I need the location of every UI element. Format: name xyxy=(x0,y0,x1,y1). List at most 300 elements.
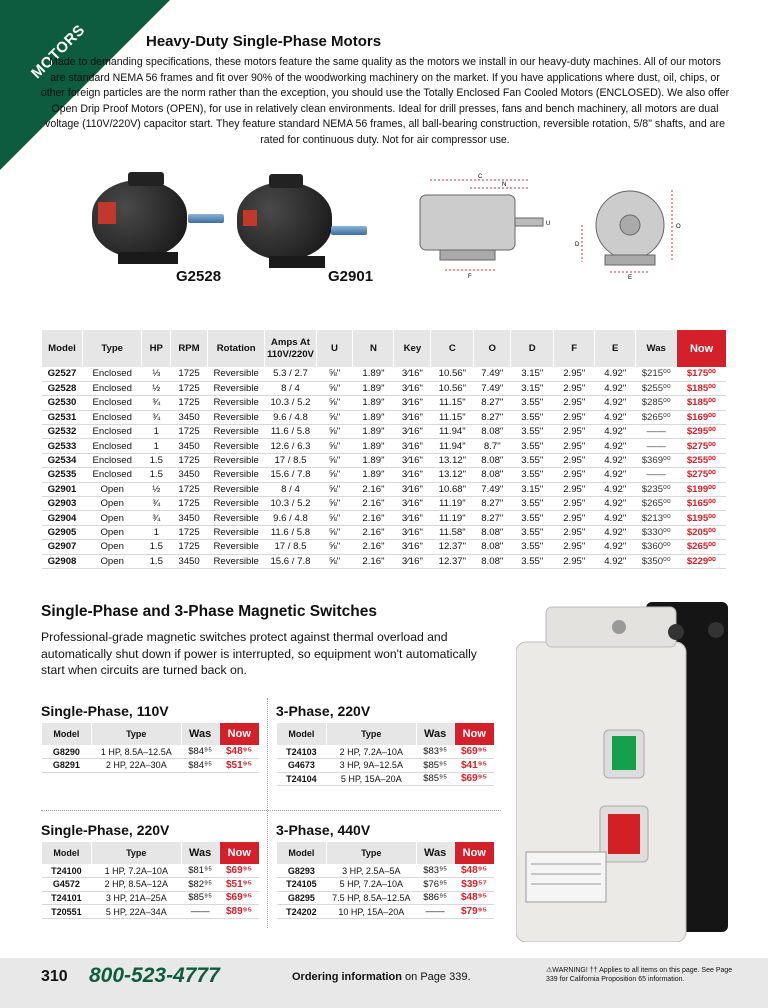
motor-table-cell: 1.89" xyxy=(353,381,394,395)
switch-table-cell: 5 HP, 22A–34A xyxy=(91,905,181,919)
switch-table-cell: $48⁹⁵ xyxy=(454,864,494,878)
motor-table-cell: 2.16" xyxy=(353,540,394,554)
motor-table-cell: 11.6 / 5.8 xyxy=(265,525,316,539)
motor-table-cell: $285⁰⁰ xyxy=(636,396,677,410)
motor-table-cell: Open xyxy=(82,482,141,496)
switch-table-row xyxy=(277,745,495,759)
switches-text: Professional-grade magnetic switches protect against thermal overload and automatically shut down if power is interrupted, so equipment won't automatically start when circuits are turned back on. xyxy=(41,630,477,678)
switch-table-cell: —— xyxy=(416,905,454,919)
switch-table-row xyxy=(42,891,260,905)
motor-table-header: Type xyxy=(82,330,141,367)
motor-table-cell: 3.55" xyxy=(511,511,554,525)
motor-table-cell: $275⁰⁰ xyxy=(677,468,726,482)
motor-table-cell: 11.94" xyxy=(431,439,474,453)
switch-table-header: Model xyxy=(42,723,92,745)
motor-table-cell: 2.95" xyxy=(554,525,595,539)
motor-table-cell: 2.16" xyxy=(353,511,394,525)
motor-table-cell: —— xyxy=(636,468,677,482)
switch-table-header: Type xyxy=(91,723,181,745)
switch-table-cell: 5 HP, 15A–20A xyxy=(326,772,416,786)
motor-table-cell: 3⁄16" xyxy=(394,482,431,496)
sp110-title: Single-Phase, 110V xyxy=(41,703,169,719)
motor-table-cell: $265⁰⁰ xyxy=(677,540,726,554)
motor-table-cell: 3.55" xyxy=(511,439,554,453)
motor-table-cell: Open xyxy=(82,497,141,511)
motor-table-cell: 2.95" xyxy=(554,453,595,467)
switch-table-header: Was xyxy=(416,842,454,864)
motor-table-cell: 3⁄16" xyxy=(394,396,431,410)
motor-table-cell: —— xyxy=(636,439,677,453)
diagram-label-o: O xyxy=(676,224,681,230)
switch-table-cell: $85⁹⁵ xyxy=(181,891,219,905)
switch-table-cell: $48⁹⁵ xyxy=(219,745,259,759)
switch-table-header: Was xyxy=(416,723,454,745)
motor-table-cell: Reversible xyxy=(207,554,264,568)
switches-title: Single-Phase and 3-Phase Magnetic Switches xyxy=(41,603,377,620)
motor-table-cell: 2.95" xyxy=(554,439,595,453)
motor-table-cell: $330⁰⁰ xyxy=(636,525,677,539)
motor-table-cell: G2903 xyxy=(42,497,83,511)
motor-table-cell: 3⁄16" xyxy=(394,439,431,453)
diagram-label-n: N xyxy=(502,182,507,188)
motor-table-cell: 8.27" xyxy=(474,410,511,424)
motor-table-cell: ¾ xyxy=(142,410,171,424)
motor-table-cell: 7.49" xyxy=(474,367,511,381)
ordering-info xyxy=(292,971,471,983)
motor-table-header: HP xyxy=(142,330,171,367)
motor-table-cell: 3⁄16" xyxy=(394,497,431,511)
switch-table-cell: $79⁹⁵ xyxy=(454,905,494,919)
motor-table-cell: 8.08" xyxy=(474,468,511,482)
motor-table-cell: 4.92" xyxy=(595,497,636,511)
motor-table-cell: G2908 xyxy=(42,554,83,568)
motor-table-row xyxy=(42,540,727,554)
motor-table-cell: 1725 xyxy=(171,540,208,554)
motor-table-cell: 3.55" xyxy=(511,453,554,467)
switch-table-cell: $84⁹⁵ xyxy=(181,745,219,759)
warning-note xyxy=(546,966,741,984)
switch-table-cell: $86⁹⁵ xyxy=(416,891,454,905)
motor-table-cell: G2527 xyxy=(42,367,83,381)
motor-table-cell: 4.92" xyxy=(595,367,636,381)
motor-table-cell: 2.95" xyxy=(554,511,595,525)
motor-table-cell: 4.92" xyxy=(595,410,636,424)
motor-table-cell: 4.92" xyxy=(595,453,636,467)
motor-table-cell: Enclosed xyxy=(82,468,141,482)
motor-table-cell: 7.49" xyxy=(474,482,511,496)
switch-table-header: Was xyxy=(181,723,219,745)
switch-table-cell: G4673 xyxy=(277,759,327,773)
switch-table-row xyxy=(42,745,260,759)
switch-table-cell: $82⁹⁵ xyxy=(181,878,219,892)
motor-table-row xyxy=(42,554,727,568)
switch-table-header: Now xyxy=(454,723,494,745)
motor-table-header: N xyxy=(353,330,394,367)
magnetic-switch-image xyxy=(516,602,728,942)
motor-table-cell: 11.94" xyxy=(431,425,474,439)
motor-table-row xyxy=(42,425,727,439)
switch-table-cell: $84⁹⁵ xyxy=(181,759,219,773)
switch-divider-horizontal xyxy=(41,810,501,811)
warning-text: WARNING! †† Applies to all items on this page. See Page 339 for California Proposition 65 information. xyxy=(546,967,733,983)
motor-table-cell: 1.89" xyxy=(353,396,394,410)
switch-table-cell: $69⁹⁵ xyxy=(219,864,259,878)
switch-table-cell: G4572 xyxy=(42,878,92,892)
motor-table-cell: Enclosed xyxy=(82,439,141,453)
motor-table-cell: G2534 xyxy=(42,453,83,467)
motor-table-cell: 4.92" xyxy=(595,439,636,453)
motor-table-cell: G2907 xyxy=(42,540,83,554)
switch-table-row xyxy=(42,759,260,773)
motor-table-cell: Open xyxy=(82,540,141,554)
switch-table-cell: 3 HP, 21A–25A xyxy=(91,891,181,905)
motor-table-cell: ⅝" xyxy=(316,439,353,453)
switch-table-cell: $81⁹⁵ xyxy=(181,864,219,878)
switch-table-cell: $69⁹⁵ xyxy=(219,891,259,905)
motor-table-cell: 1.5 xyxy=(142,453,171,467)
motor-table-cell: Reversible xyxy=(207,497,264,511)
switch-table-cell: 3 HP, 9A–12.5A xyxy=(326,759,416,773)
motor-table-cell: 15.6 / 7.8 xyxy=(265,554,316,568)
motor-table-cell: 10.56" xyxy=(431,367,474,381)
motor-table-cell: 9.6 / 4.8 xyxy=(265,511,316,525)
motor-table-cell: 3450 xyxy=(171,468,208,482)
switch-table-cell: 2 HP, 7.2A–10A xyxy=(326,745,416,759)
motor-table-cell: 2.95" xyxy=(554,367,595,381)
switch-table-cell: G8290 xyxy=(42,745,92,759)
motor-table-cell: 2.95" xyxy=(554,468,595,482)
motor-table-cell: ½ xyxy=(142,381,171,395)
switch-table-cell: $39⁵⁷ xyxy=(454,878,494,892)
motor-table-cell: 17 / 8.5 xyxy=(265,540,316,554)
motor-table-cell: $255⁰⁰ xyxy=(636,381,677,395)
motor-table-row xyxy=(42,525,727,539)
motor-table-cell: 11.19" xyxy=(431,511,474,525)
motor-table-cell: ⅓ xyxy=(142,367,171,381)
motor-table-row xyxy=(42,367,727,381)
motor-table-cell: ¾ xyxy=(142,396,171,410)
motor-table-cell: 11.15" xyxy=(431,396,474,410)
motor-table-cell: G2528 xyxy=(42,381,83,395)
motor-table-cell: 4.92" xyxy=(595,396,636,410)
motor-table-cell: Enclosed xyxy=(82,396,141,410)
motor-table-cell: 10.3 / 5.2 xyxy=(265,396,316,410)
motor-table-row xyxy=(42,482,727,496)
motor-table-cell: Open xyxy=(82,525,141,539)
motor-table-cell: 4.92" xyxy=(595,468,636,482)
sp110-table xyxy=(41,723,259,773)
motor-table-cell: Reversible xyxy=(207,525,264,539)
motor-table-cell: $215⁰⁰ xyxy=(636,367,677,381)
motor-table-cell: 3450 xyxy=(171,511,208,525)
motor-table-cell: 3450 xyxy=(171,439,208,453)
switch-table-row xyxy=(277,759,495,773)
motor-table-cell: ⅝" xyxy=(316,381,353,395)
switch-table-cell: $41⁹⁵ xyxy=(454,759,494,773)
motor-table-cell: 4.92" xyxy=(595,482,636,496)
motor-table-cell: 4.92" xyxy=(595,425,636,439)
switch-table-header: Type xyxy=(326,723,416,745)
switch-table-cell: $48⁹⁵ xyxy=(454,891,494,905)
switch-table-cell: $51⁹⁵ xyxy=(219,759,259,773)
motor-table-cell: ⅝" xyxy=(316,482,353,496)
motor-table-cell: G2533 xyxy=(42,439,83,453)
motor-table-cell: $275⁰⁰ xyxy=(677,439,726,453)
motor-table-header: F xyxy=(554,330,595,367)
switch-table-cell: G8295 xyxy=(277,891,327,905)
motor-table-row xyxy=(42,468,727,482)
motor-table-cell: 3.55" xyxy=(511,410,554,424)
switch-divider-vertical xyxy=(267,698,268,928)
motor-table-header: Now xyxy=(677,330,726,367)
switch-table-header: Type xyxy=(91,842,181,864)
page-number: 310 xyxy=(41,968,68,985)
motor-table-cell: 3⁄16" xyxy=(394,381,431,395)
motor-table-cell: ⅝" xyxy=(316,511,353,525)
switch-table-cell: $51⁹⁵ xyxy=(219,878,259,892)
motor-table-cell: 12.6 / 6.3 xyxy=(265,439,316,453)
switch-table-row xyxy=(277,878,495,892)
motor-table-cell: 3⁄16" xyxy=(394,367,431,381)
motor-table-cell: ½ xyxy=(142,482,171,496)
motor-table-cell: 13.12" xyxy=(431,453,474,467)
motor-table-cell: 3⁄16" xyxy=(394,511,431,525)
switch-table-cell: 2 HP, 22A–30A xyxy=(91,759,181,773)
motor-table-cell: Reversible xyxy=(207,396,264,410)
motor-table-header: D xyxy=(511,330,554,367)
tp220-table xyxy=(276,723,494,786)
switch-table-header: Now xyxy=(454,842,494,864)
motor-table-cell: $195⁰⁰ xyxy=(677,511,726,525)
motor-table-cell: Enclosed xyxy=(82,367,141,381)
motor-table-header: Key xyxy=(394,330,431,367)
sp220-table xyxy=(41,842,259,919)
motor-table-cell: Enclosed xyxy=(82,381,141,395)
switch-table-cell: $83⁹⁵ xyxy=(416,745,454,759)
motor-table-cell: $360⁰⁰ xyxy=(636,540,677,554)
motor-table-cell: $265⁰⁰ xyxy=(636,497,677,511)
switch-table-cell: T24100 xyxy=(42,864,92,878)
motor-table-cell: G2905 xyxy=(42,525,83,539)
motor-table-cell: 11.19" xyxy=(431,497,474,511)
motor-table-cell: 3.15" xyxy=(511,367,554,381)
warning-icon: ⚠ xyxy=(546,967,553,974)
switch-table-cell: $89⁹⁵ xyxy=(219,905,259,919)
switch-table-header: Model xyxy=(277,723,327,745)
motor-table-cell: 3.55" xyxy=(511,396,554,410)
motor-table-cell: ⅝" xyxy=(316,525,353,539)
motor-table-cell: 8.08" xyxy=(474,540,511,554)
motor-table-row xyxy=(42,381,727,395)
motor-table-cell: 10.68" xyxy=(431,482,474,496)
motor-table-cell: 1.5 xyxy=(142,468,171,482)
motor-table-cell: 2.95" xyxy=(554,381,595,395)
switch-table-cell: $69⁹⁵ xyxy=(454,745,494,759)
motor-table-cell: 15.6 / 7.8 xyxy=(265,468,316,482)
motor-table-cell: 3.55" xyxy=(511,554,554,568)
motor-table-cell: $175⁰⁰ xyxy=(677,367,726,381)
motor-table-cell: 2.16" xyxy=(353,497,394,511)
motor-table-cell: 1 xyxy=(142,425,171,439)
motor-table-cell: $295⁰⁰ xyxy=(677,425,726,439)
diagram-label-u: U xyxy=(546,221,551,227)
switch-table-row xyxy=(277,891,495,905)
motor-table-cell: ⅝" xyxy=(316,367,353,381)
motor-table-cell: $350⁰⁰ xyxy=(636,554,677,568)
motor-table-cell: 11.58" xyxy=(431,525,474,539)
intro-paragraph: Made to demanding specifications, these motors feature the same quality as the motors we install in our heavy-duty machines. All of our motors are standard NEMA 56 frames and fit over 90% of the woodworking machinery on the market. If you have applications where dust, oil, chips, or other foreign particles are the norm rather than the exception, you should use the Totally Enclosed Fan Cooled Motors (ENCLOSED). We also offer Open Drip Proof Motors (OPEN), for use in relatively clean environments. Ideal for drill presses, fans and bench machinery, all motors are dual voltage (110V/220V) capacitor start. They feature standard NEMA 56 frames, all ball-bearing construction, reversible rotation, 5/8" shafts, and are rated for continuous duty. Not for air compressor use. xyxy=(40,56,730,146)
motor-table-cell: 3450 xyxy=(171,554,208,568)
diagram-label-f: F xyxy=(468,274,472,280)
motor-table-cell: 2.95" xyxy=(554,497,595,511)
switch-table-cell: $76⁹⁵ xyxy=(416,878,454,892)
motor-table-cell: $255⁰⁰ xyxy=(677,453,726,467)
motor-table-cell: 2.95" xyxy=(554,396,595,410)
motor-table-cell: $199⁰⁰ xyxy=(677,482,726,496)
motor-table-cell: 3.55" xyxy=(511,468,554,482)
motor-table-cell: 1725 xyxy=(171,497,208,511)
motor-table-cell: 10.56" xyxy=(431,381,474,395)
motor-table-cell: $165⁰⁰ xyxy=(677,497,726,511)
motor-table-cell: 2.95" xyxy=(554,425,595,439)
motor-table-cell: 8.7" xyxy=(474,439,511,453)
motor-table-cell: 10.3 / 5.2 xyxy=(265,497,316,511)
motor-table-cell: 1.89" xyxy=(353,410,394,424)
motor-table-cell: Reversible xyxy=(207,367,264,381)
tp220-title: 3-Phase, 220V xyxy=(276,703,371,719)
motor-table-cell: 1.89" xyxy=(353,453,394,467)
motor-table-cell: $235⁰⁰ xyxy=(636,482,677,496)
motor-table-cell: 8 / 4 xyxy=(265,482,316,496)
motor-table-header: Was xyxy=(636,330,677,367)
motor-table-header: C xyxy=(431,330,474,367)
motor-table-cell: 3.55" xyxy=(511,540,554,554)
phone-number[interactable]: 800-523-4777 xyxy=(89,964,220,987)
motor-table-cell: 3450 xyxy=(171,410,208,424)
switch-table-cell: G8293 xyxy=(277,864,327,878)
motor-table-cell: Reversible xyxy=(207,482,264,496)
motor-table-cell: ⅝" xyxy=(316,410,353,424)
motor-table-cell: 2.95" xyxy=(554,482,595,496)
motor-table-cell: 1.89" xyxy=(353,439,394,453)
switch-table-row xyxy=(42,878,260,892)
motor-table-cell: Enclosed xyxy=(82,410,141,424)
motor-table-cell: 1725 xyxy=(171,482,208,496)
motor-table-cell: 1 xyxy=(142,525,171,539)
motor-table-cell: 8 / 4 xyxy=(265,381,316,395)
motor-table-cell: 8.08" xyxy=(474,525,511,539)
motor-table-row xyxy=(42,396,727,410)
motor-table-header: RPM xyxy=(171,330,208,367)
switch-table-header: Model xyxy=(42,842,92,864)
motor-table-header: E xyxy=(595,330,636,367)
motor-table-cell: 2.95" xyxy=(554,554,595,568)
motor-table-cell: 8.08" xyxy=(474,554,511,568)
motor-table-cell: 3⁄16" xyxy=(394,453,431,467)
switch-table-cell: $85⁹⁵ xyxy=(416,772,454,786)
motor-table-cell: 2.16" xyxy=(353,525,394,539)
motor-table-cell: ¾ xyxy=(142,511,171,525)
motor-table-cell: Enclosed xyxy=(82,425,141,439)
motor-table-row xyxy=(42,410,727,424)
motor-table-cell: 4.92" xyxy=(595,554,636,568)
motor-table-cell: Reversible xyxy=(207,381,264,395)
motor-table-cell: $169⁰⁰ xyxy=(677,410,726,424)
switch-table-cell: T24103 xyxy=(277,745,327,759)
diagram-label-c: C xyxy=(478,174,483,180)
switch-table-header: Now xyxy=(219,842,259,864)
motor-table-cell: $265⁰⁰ xyxy=(636,410,677,424)
motor2-label: G2901 xyxy=(328,268,374,285)
motor-table xyxy=(41,330,726,569)
switch-table-cell: 2 HP, 8.5A–12A xyxy=(91,878,181,892)
motor-table-cell: 7.49" xyxy=(474,381,511,395)
motor-table-cell: 3⁄16" xyxy=(394,525,431,539)
motor-table-cell: G2530 xyxy=(42,396,83,410)
motor-table-cell: 1725 xyxy=(171,453,208,467)
switch-table-row xyxy=(277,905,495,919)
motor-image-g2528 xyxy=(88,172,228,282)
motor-table-cell: ⅝" xyxy=(316,425,353,439)
motor-table-cell: 11.15" xyxy=(431,410,474,424)
motor-table-cell: 1.89" xyxy=(353,367,394,381)
motor-table-cell: 1.89" xyxy=(353,468,394,482)
ordering-rest: on Page 339. xyxy=(402,971,471,983)
motor-table-cell: 8.27" xyxy=(474,396,511,410)
motor-table-cell: —— xyxy=(636,425,677,439)
switch-table-row xyxy=(277,864,495,878)
motor-table-cell: $369⁰⁰ xyxy=(636,453,677,467)
motor-table-cell: 4.92" xyxy=(595,511,636,525)
switch-table-cell: 5 HP, 7.2A–10A xyxy=(326,878,416,892)
banner-label: MOTORS xyxy=(28,21,89,83)
motor-table-cell: 2.16" xyxy=(353,554,394,568)
switch-table-cell: 1 HP, 8.5A–12.5A xyxy=(91,745,181,759)
motor-table-cell: 3⁄16" xyxy=(394,425,431,439)
motor-table-cell: 8.08" xyxy=(474,425,511,439)
motor-table-cell: 13.12" xyxy=(431,468,474,482)
motor-table-cell: 1.5 xyxy=(142,554,171,568)
switch-table-cell: $69⁹⁵ xyxy=(454,772,494,786)
motor-table-cell: 1.89" xyxy=(353,425,394,439)
motor-table-row xyxy=(42,453,727,467)
motor-table-cell: 3⁄16" xyxy=(394,410,431,424)
motor-table-cell: 8.27" xyxy=(474,511,511,525)
motor-table-row xyxy=(42,439,727,453)
switch-table-row xyxy=(42,905,260,919)
motor-table-cell: ⅝" xyxy=(316,497,353,511)
motor-table-header: U xyxy=(316,330,353,367)
motor-table-cell: 3.15" xyxy=(511,381,554,395)
switch-table-cell: $83⁹⁵ xyxy=(416,864,454,878)
motor-table-cell: 1725 xyxy=(171,381,208,395)
motor-table-cell: 1 xyxy=(142,439,171,453)
switch-table-row xyxy=(42,864,260,878)
motor-table-cell: 3⁄16" xyxy=(394,540,431,554)
motor-table-cell: 2.95" xyxy=(554,410,595,424)
switch-table-cell: T24105 xyxy=(277,878,327,892)
motor-dimension-diagram xyxy=(410,170,710,280)
switch-table-cell: 10 HP, 15A–20A xyxy=(326,905,416,919)
switch-table-header: Now xyxy=(219,723,259,745)
motor-table-cell: 3.15" xyxy=(511,482,554,496)
motor-table-row xyxy=(42,511,727,525)
motor-table-cell: 3⁄16" xyxy=(394,468,431,482)
switch-table-cell: T24101 xyxy=(42,891,92,905)
motor-table-cell: 2.95" xyxy=(554,540,595,554)
motor-table-cell: 8.08" xyxy=(474,453,511,467)
motor1-label: G2528 xyxy=(176,268,222,285)
